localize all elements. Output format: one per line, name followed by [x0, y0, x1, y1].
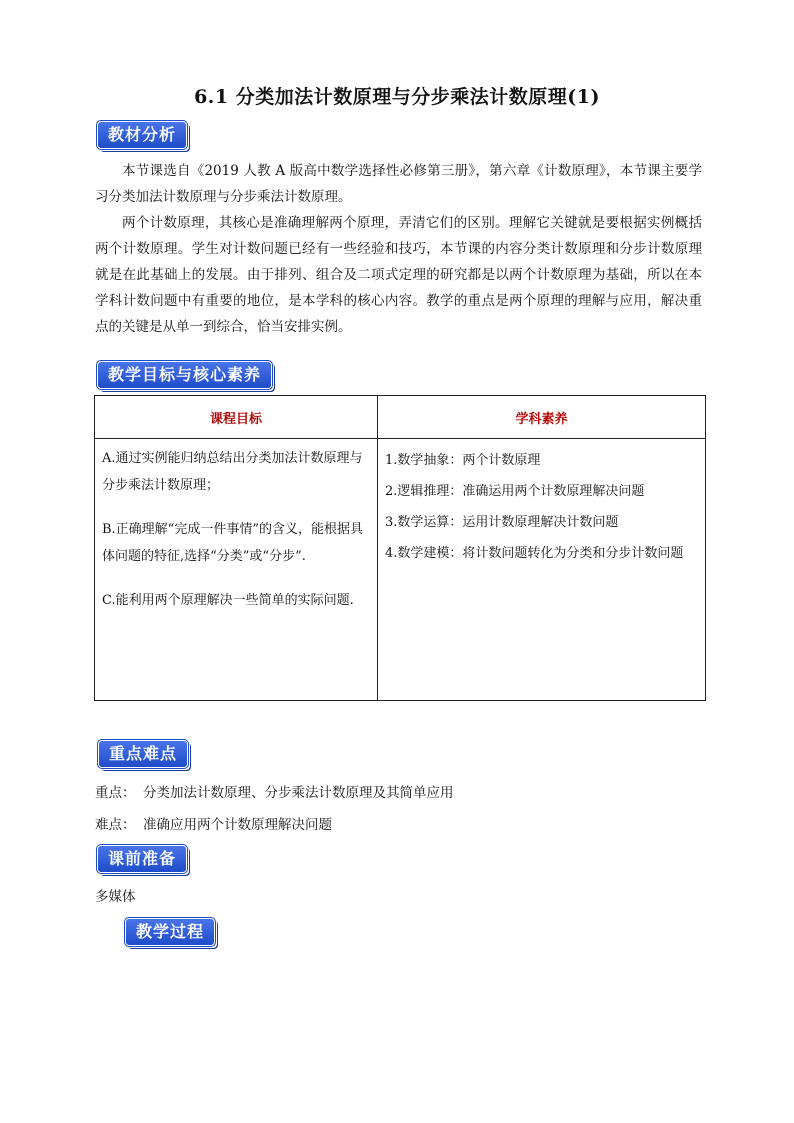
section-badge-key-points: 重点难点: [98, 740, 188, 768]
goals-table-body-row: [95, 439, 706, 701]
section-badge-preparation: 课前准备: [97, 845, 187, 873]
analysis-paragraph-2: 两个计数原理，其核心是准确理解两个原理，弄清它们的区别。理解它关键就是要根据实例概括两个计数原理。学生对计数问题已经有一些经验和技巧，本节课的内容分类计数原理和分步计数原理就是在此基础上的发展。由于排列、组合及二项式定理的研究都是以两个计数原理为基础，所以在本学科计数问题中有重要的地位，是本学科的核心内容。教学的重点是两个原理的理解与应用，解决重点的关键是从单一到综合，恰当安排实例。: [95, 215, 702, 335]
preparation-text: 多媒体: [95, 889, 136, 905]
literacy-item-3: 3.数学运算：运用计数原理解决计数问题: [385, 515, 619, 530]
analysis-paragraph-1: 本节课选自《2019 人教 A 版高中数学选择性必修第三册》，第六章《计数原理》，本节课主要学习分类加法计数原理与分步乘法计数原理。: [95, 163, 702, 205]
goals-table-header-row: [95, 396, 706, 439]
literacy-item-2: 2.逻辑推理：准确运用两个计数原理解决问题: [385, 484, 645, 499]
literacy-cell: [378, 439, 706, 701]
goals-table: [94, 395, 706, 701]
course-goal-a: A.通过实例能归纳总结出分类加法计数原理与分步乘法计数原理；: [102, 451, 363, 493]
difficulty-label: 难点：: [95, 817, 136, 833]
focus-label: 重点：: [95, 785, 136, 801]
page-title: 6.1 分类加法计数原理与分步乘法计数原理(1): [194, 86, 600, 108]
course-goals-cell: [95, 439, 378, 701]
difficulty-text: 准确应用两个计数原理解决问题: [143, 817, 332, 833]
focus-line: [95, 781, 454, 801]
section-badge-process: 教学过程: [125, 918, 215, 946]
course-goal-c: C.能利用两个原理解决一些简单的实际问题.: [102, 593, 354, 608]
difficulty-line: [95, 813, 332, 833]
literacy-item-1: 1.数学抽象：两个计数原理: [385, 453, 541, 468]
header-subject-literacy: 学科素养: [378, 396, 706, 439]
focus-text: 分类加法计数原理、分步乘法计数原理及其简单应用: [143, 785, 454, 801]
header-course-goals: 课程目标: [95, 396, 378, 439]
section-badge-goals: 教学目标与核心素养: [97, 361, 272, 389]
section-badge-analysis: 教材分析: [97, 121, 187, 149]
literacy-item-4: 4.数学建模：将计数问题转化为分类和分步计数问题: [385, 546, 684, 561]
course-goal-b: B.正确理解“完成一件事情”的含义，能根据具体问题的特征,选择“分类”或“分步”.: [102, 522, 363, 564]
